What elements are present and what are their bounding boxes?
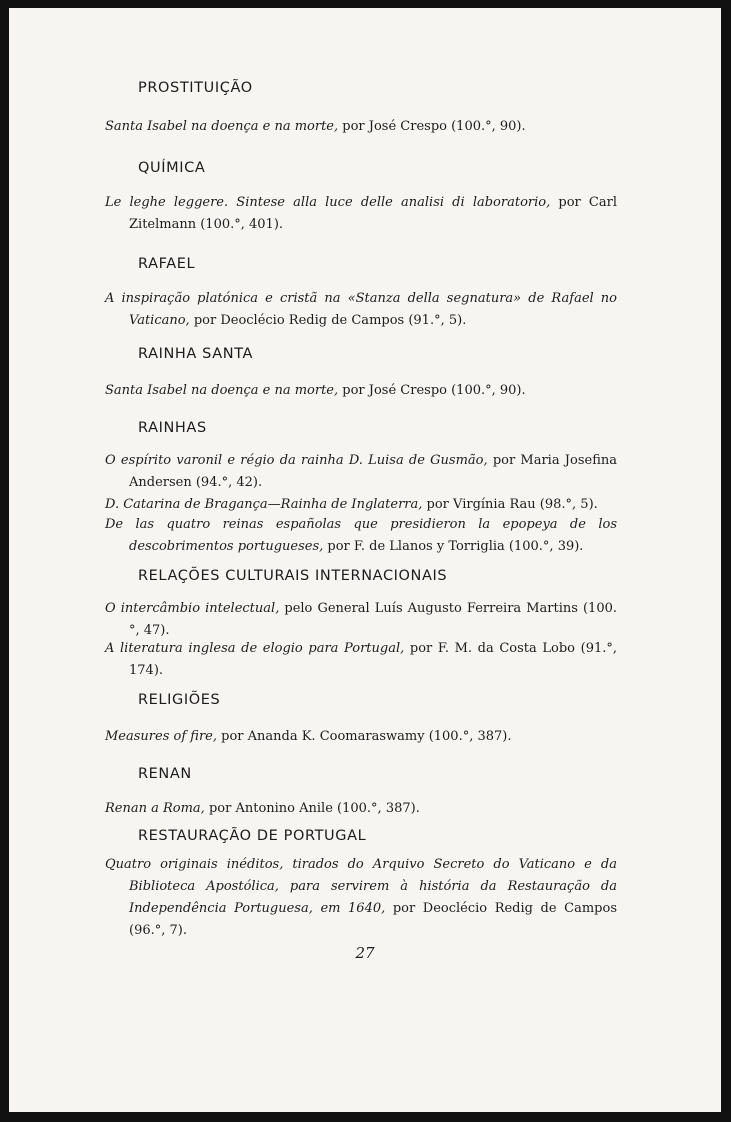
entry-prostituicao-1: [105, 116, 617, 138]
section-heading-rafael: RAFAEL: [138, 256, 196, 272]
entry-religioes-1: [105, 726, 617, 748]
entry-details: por Carl Zitelmann (100.°, 401).: [129, 195, 617, 232]
entry-title: O espírito varonil e régio da rainha D. Luisa de Gusmão,: [105, 453, 488, 468]
entry-title: Renan a Roma,: [105, 801, 205, 816]
entry-rainha-santa-1: [105, 380, 617, 402]
entry-title: De las quatro reinas españolas que presidieron la epopeya de los descobrimentos portugueses,: [105, 517, 617, 554]
entry-details: por José Crespo (100.°, 90).: [338, 119, 526, 134]
entry-restauracao-1: [105, 854, 617, 942]
page-number: 27: [355, 944, 375, 962]
section-heading-quimica: QUÍMICA: [138, 160, 206, 176]
entry-rainhas-1: [105, 450, 617, 494]
entry-relacoes-1: [105, 598, 617, 642]
section-heading-religioes: RELIGIÕES: [138, 692, 221, 708]
entry-title: A literatura inglesa de elogio para Portugal,: [105, 641, 405, 656]
entry-title: Santa Isabel na doença e na morte,: [105, 383, 339, 398]
section-heading-renan: RENAN: [138, 766, 192, 782]
entry-title: Santa Isabel na doença e na morte,: [105, 119, 339, 134]
entry-details: pelo General Luís Augusto Ferreira Martins (100.°, 47).: [129, 601, 617, 638]
entry-relacoes-2: [105, 638, 617, 682]
entry-details: por Deoclécio Redig de Campos (91.°, 5).: [189, 313, 467, 328]
entry-title: A inspiração platónica e cristã na «Stanza della segnatura» de Rafael no Vaticano,: [105, 291, 617, 328]
entry-rainhas-3: [105, 514, 617, 558]
section-heading-prostituicao: PROSTITUIÇÃO: [138, 80, 253, 96]
entry-renan-1: [105, 798, 617, 820]
entry-details: por Maria Josefina Andersen (94.°, 42).: [129, 453, 618, 490]
entry-details: por F. M. da Costa Lobo (91.°, 174).: [129, 641, 617, 678]
section-heading-restauracao: RESTAURAÇÃO DE PORTUGAL: [138, 828, 367, 844]
entry-quimica-1: [105, 192, 617, 236]
entry-title: D. Catarina de Bragança—Rainha de Inglaterra,: [105, 497, 423, 512]
entry-rainhas-2: [105, 494, 617, 516]
entry-details: por Antonino Anile (100.°, 387).: [204, 801, 420, 816]
entry-title: Le leghe leggere. Sintese alla luce delle analisi di laboratorio,: [105, 195, 551, 210]
entry-details: por José Crespo (100.°, 90).: [338, 383, 526, 398]
entry-details: por Virgínia Rau (98.°, 5).: [422, 497, 598, 512]
section-heading-rainhas: RAINHAS: [138, 420, 207, 436]
entry-details: por Ananda K. Coomaraswamy (100.°, 387).: [217, 729, 512, 744]
entry-rafael-1: [105, 288, 617, 332]
entry-title: Measures of fire,: [105, 729, 217, 744]
section-heading-rainha-santa: RAINHA SANTA: [138, 346, 254, 362]
entry-title: Quatro originais inéditos, tirados do Arquivo Secreto do Vaticano e da Biblioteca Apostólica, para servirem à história da Restauração da Independência Portuguesa, em 1640,: [105, 857, 617, 916]
document-page: [9, 8, 721, 1112]
entry-details: por F. de Llanos y Torriglia (100.°, 39).: [323, 539, 584, 554]
entry-title: O intercâmbio intelectual,: [105, 601, 280, 616]
section-heading-relacoes-culturais: RELAÇÕES CULTURAIS INTERNACIONAIS: [138, 568, 448, 584]
entry-details: por Deoclécio Redig de Campos (96.°, 7).: [129, 901, 617, 938]
